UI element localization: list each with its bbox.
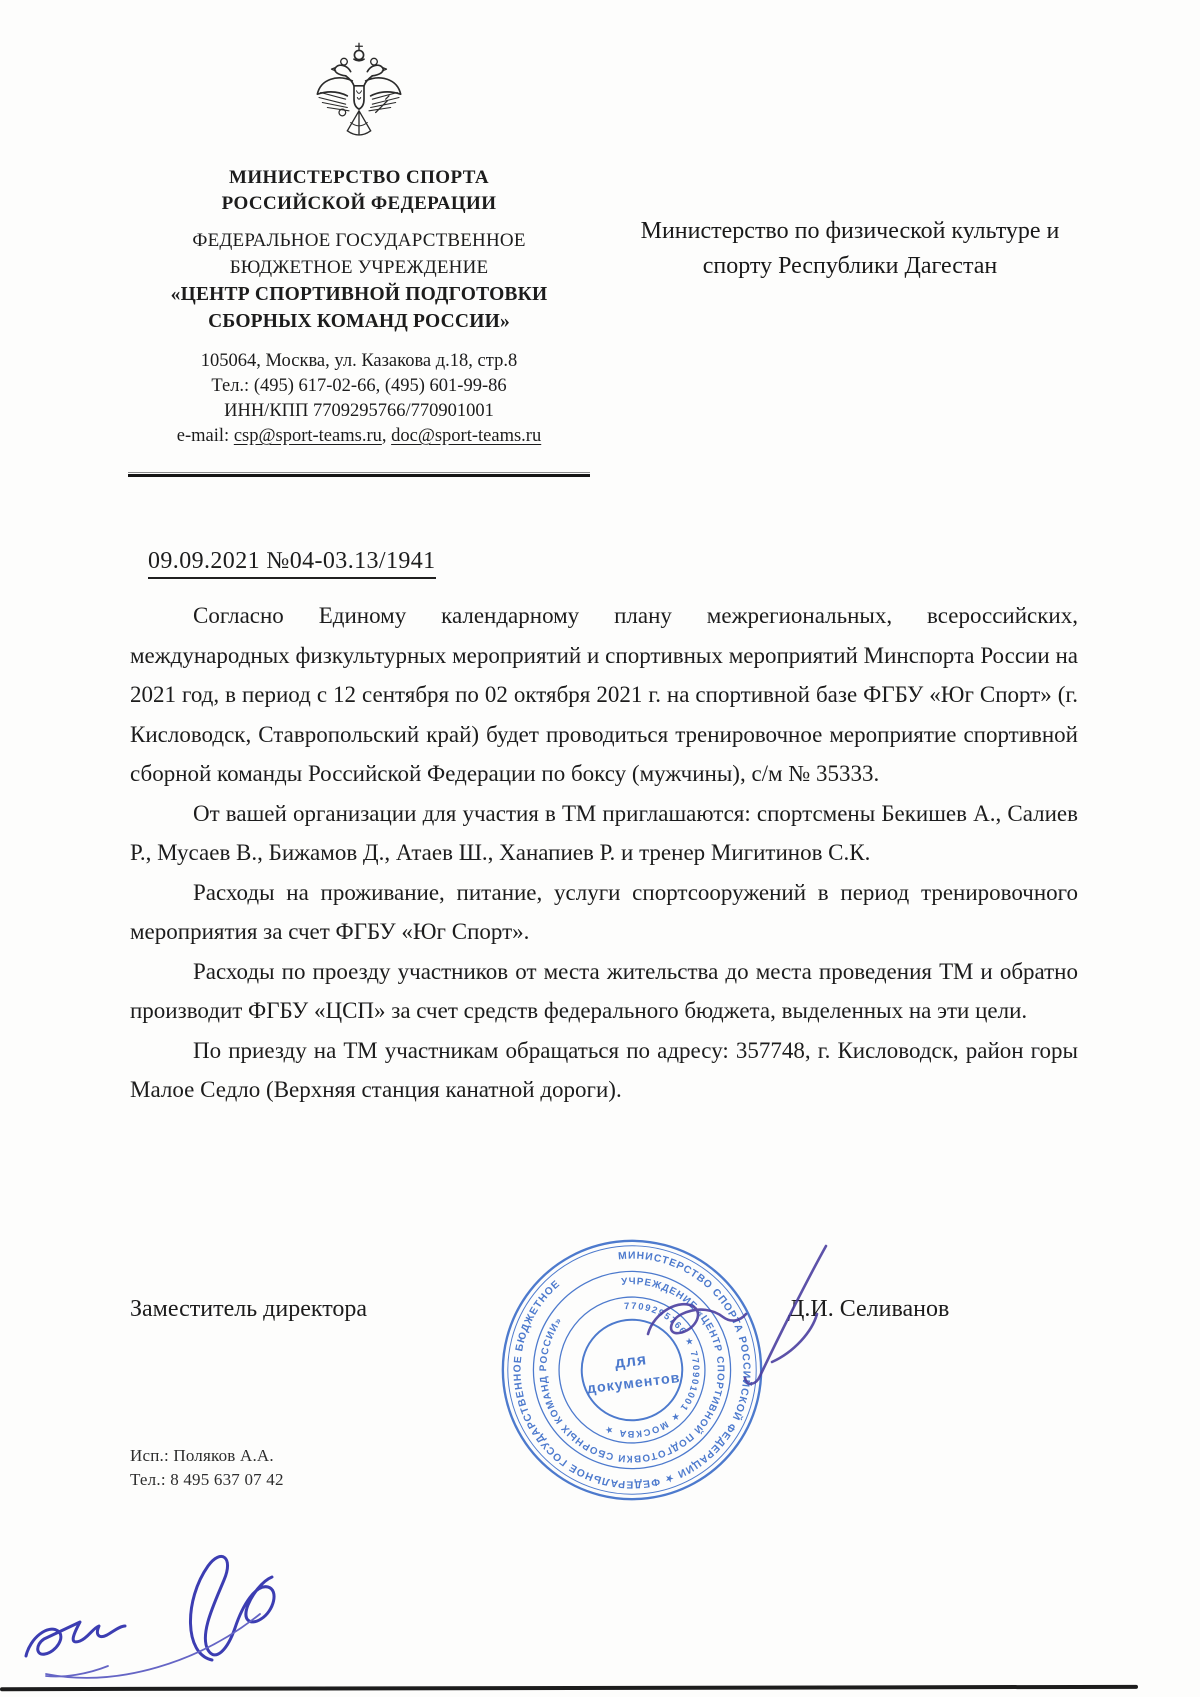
reference-line bbox=[148, 548, 436, 579]
letter-body bbox=[130, 596, 1078, 1110]
organization-name bbox=[128, 227, 590, 335]
ministry-title-line2: РОССИЙСКОЙ ФЕДЕРАЦИИ bbox=[221, 193, 497, 214]
stamp-center-line2: документов bbox=[586, 1369, 682, 1398]
letterhead-divider-rule bbox=[128, 472, 590, 477]
org-line2: БЮДЖЕТНОЕ УЧРЕЖДЕНИЕ bbox=[229, 257, 489, 278]
org-line1: ФЕДЕРАЛЬНОЕ ГОСУДАРСТВЕННОЕ bbox=[192, 230, 526, 251]
postal-address: 105064, Москва, ул. Казакова д.18, стр.8 bbox=[200, 351, 518, 371]
date-and-number: 09.09.2021 №04-03.13/1941 bbox=[148, 548, 436, 579]
ministry-title bbox=[128, 165, 590, 217]
russia-coat-of-arms-icon bbox=[309, 36, 409, 154]
inn-kpp: ИНН/КПП 7709295766/770901001 bbox=[224, 401, 494, 421]
stamp-ring-middle-text: УЧРЕЖДЕНИЕ «ЦЕНТР СПОРТИВНОЙ ПОДГОТОВКИ СБОРНЫХ КОМАНД РОССИИ» bbox=[538, 1276, 726, 1464]
stamp-ring-outer-text: МИНИСТЕРСТВО СПОРТА РОССИЙСКОЙ ФЕДЕРАЦИИ ★ ФЕДЕРАЛЬНОЕ ГОСУДАРСТВЕННОЕ БЮДЖЕТНОЕ bbox=[512, 1250, 752, 1490]
executor-name: Исп.: Поляков А.А. bbox=[130, 1446, 274, 1465]
body-paragraph: От вашей организации для участия в ТМ приглашаются: спортсмены Бекишев А., Салиев Р., Мусаев В., Бижамов Д., Атаев Ш., Ханапиев Р. и тренер Мигитинов С.К. bbox=[130, 800, 1078, 865]
director-pen-signature bbox=[620, 1238, 920, 1418]
email-separator: , bbox=[381, 426, 392, 446]
email-link-doc[interactable]: doc@sport-teams.ru bbox=[391, 426, 542, 446]
letterhead bbox=[128, 36, 590, 449]
executor-block bbox=[130, 1444, 284, 1492]
org-line3: «ЦЕНТР СПОРТИВНОЙ ПОДГОТОВКИ bbox=[170, 284, 548, 305]
stamp-ring-inner-text: 7709295766 ★ 770901001 ★ МОСКВА ★ bbox=[602, 1300, 702, 1440]
org-line4: СБОРНЫХ КОМАНД РОССИИ» bbox=[208, 311, 510, 332]
signer-name: Д.И. Селиванов bbox=[788, 1296, 950, 1322]
recipient-address: Министерство по физической культуре и спорту Республики Дагестан bbox=[640, 218, 1060, 279]
ministry-title-line1: МИНИСТЕРСТВО СПОРТА bbox=[229, 167, 489, 188]
handwritten-signature bbox=[12, 1538, 372, 1693]
phone-numbers: Тел.: (495) 617-02-66, (495) 601-99-86 bbox=[211, 376, 507, 396]
email-link-csp[interactable]: csp@sport-teams.ru bbox=[233, 426, 382, 446]
contact-block bbox=[128, 349, 590, 449]
signer-position: Заместитель директора bbox=[130, 1296, 368, 1322]
stamp-center-line1: для bbox=[613, 1351, 648, 1373]
body-paragraph: Согласно Единому календарному плану межрегиональных, всероссийских, международных физкультурных мероприятий и спортивных мероприятий Минспорта России на 2021 год, в период с 12 сентября по 02 октября 2021 г. на спортивной базе ФГБУ «Юг Спорт» (г. Кисловодск, Ставропольский край) будет проводиться тренировочное мероприятие спортивной сборной команды Российской Федерации по боксу (мужчины), с/м № 35333. bbox=[130, 603, 1078, 786]
body-paragraph: Расходы на проживание, питание, услуги спортсооружений в период тренировочного мероприятия за счет ФГБУ «Юг Спорт». bbox=[130, 879, 1078, 944]
email-line bbox=[128, 424, 590, 449]
body-paragraph: Расходы по проезду участников от места жительства до места проведения ТМ и обратно производит ФГБУ «ЦСП» за счет средств федерального бюджета, выделенных на эти цели. bbox=[130, 958, 1078, 1023]
body-paragraph: По приезду на ТМ участникам обращаться по адресу: 357748, г. Кисловодск, район горы Малое Седло (Верхняя станция канатной дороги). bbox=[130, 1037, 1078, 1102]
executor-phone: Тел.: 8 495 637 07 42 bbox=[130, 1470, 284, 1489]
email-label: e-mail: bbox=[176, 426, 234, 446]
